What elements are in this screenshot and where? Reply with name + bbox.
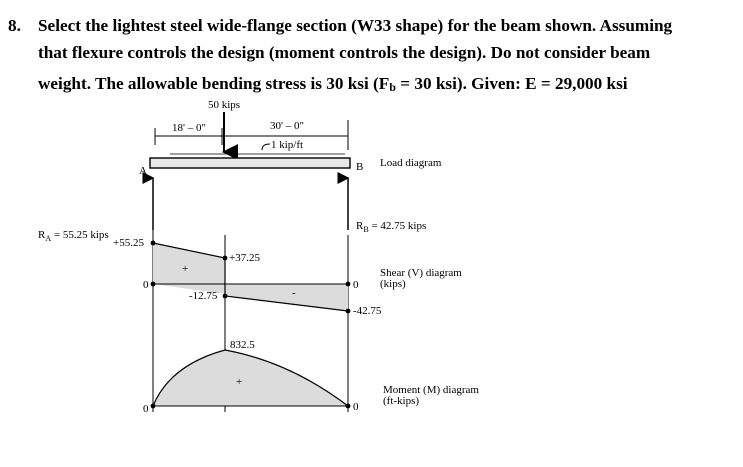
shear-title-line1: Shear (V) diagram (380, 267, 462, 279)
load-diagram (38, 99, 442, 243)
moment-plus-sign: + (236, 376, 243, 388)
moment-title-line1: Moment (M) diagram (383, 384, 479, 396)
moment-diagram (143, 339, 479, 415)
support-a-label: A (139, 165, 147, 177)
shear-after-load-top: +37.25 (229, 252, 260, 264)
problem-line-3: weight. The allowable bending stress is 30 ksi (Fb = 30 ksi). Given: E = 29,000 ksi (38, 74, 628, 94)
moment-left-zero: 0 (143, 403, 149, 415)
shear-left-zero: 0 (143, 279, 149, 291)
dim-left-label: 18' – 0" (172, 122, 206, 134)
moment-max-value: 832.5 (230, 339, 255, 351)
support-b-label: B (356, 161, 364, 173)
shear-minus-sign: - (292, 287, 296, 299)
beam (150, 158, 350, 168)
shear-after-load-bottom: -12.75 (189, 290, 218, 302)
shear-diagram (113, 237, 462, 317)
dim-right-label: 30' – 0" (270, 120, 304, 132)
problem-line-1: Select the lightest steel wide-flange section (W33 shape) for the beam shown. Assuming (38, 16, 673, 35)
reaction-a-label: $R_A = 55.25$ kips (38, 229, 109, 243)
load-diagram-title: Load diagram (380, 157, 442, 169)
shear-plus-sign: + (182, 263, 189, 275)
moment-right-zero: 0 (353, 401, 359, 413)
point-load-label: 50 kips (208, 99, 241, 111)
shear-title-line2: (kips) (380, 278, 406, 290)
shear-left-value: +55.25 (113, 237, 144, 249)
moment-title-line2: (ft-kips) (383, 395, 420, 407)
reaction-b-label: $R_B = 42.75$ kips (356, 220, 427, 234)
shear-right-value: -42.75 (353, 305, 382, 317)
distributed-load-label: 1 kip/ft (271, 139, 304, 151)
problem-line-2: that flexure controls the design (moment controls the design). Do not consider beam (38, 43, 651, 62)
shear-right-zero: 0 (353, 279, 359, 291)
problem-number: 8. (8, 16, 21, 35)
